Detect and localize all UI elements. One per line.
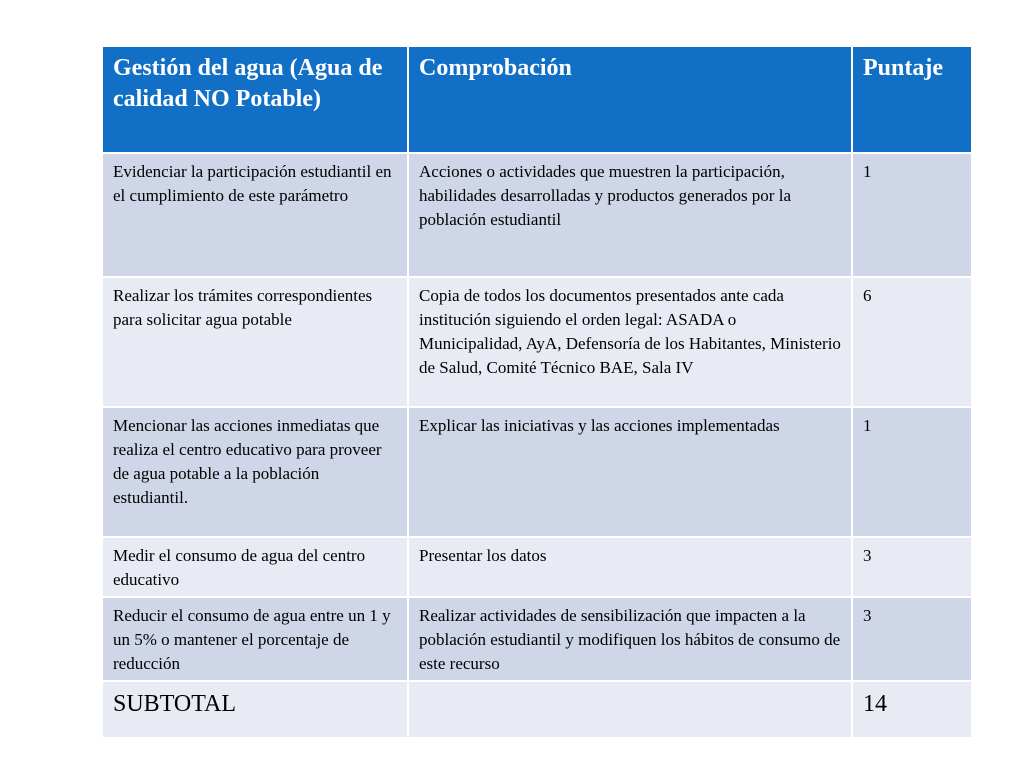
score-cell: 3 xyxy=(852,537,972,597)
header-comprobacion: Comprobación xyxy=(408,46,852,153)
header-puntaje: Puntaje xyxy=(852,46,972,153)
criterion-cell: Medir el consumo de agua del centro educativo xyxy=(102,537,408,597)
verification-cell: Realizar actividades de sensibilización que impacten a la población estudiantil y modifiquen los hábitos de consumo de este recurso xyxy=(408,597,852,681)
table-row xyxy=(102,153,972,277)
criterion-cell: Realizar los trámites correspondientes para solicitar agua potable xyxy=(102,277,408,407)
criterion-cell: Evidenciar la participación estudiantil en el cumplimiento de este parámetro xyxy=(102,153,408,277)
evaluation-table xyxy=(101,45,973,739)
score-cell: 6 xyxy=(852,277,972,407)
score-cell: 1 xyxy=(852,153,972,277)
table-row xyxy=(102,407,972,537)
verification-cell: Explicar las iniciativas y las acciones implementadas xyxy=(408,407,852,537)
verification-cell: Acciones o actividades que muestren la participación, habilidades desarrolladas y productos generados por la población estudiantil xyxy=(408,153,852,277)
criterion-cell: Mencionar las acciones inmediatas que realiza el centro educativo para proveer de agua potable a la población estudiantil. xyxy=(102,407,408,537)
header-gestion-del-agua: Gestión del agua (Agua de calidad NO Potable) xyxy=(102,46,408,153)
table-row xyxy=(102,277,972,407)
table-header-row xyxy=(102,46,972,153)
score-cell: 3 xyxy=(852,597,972,681)
subtotal-score: 14 xyxy=(852,681,972,738)
subtotal-label: SUBTOTAL xyxy=(102,681,408,738)
table-row xyxy=(102,597,972,681)
criterion-cell: Reducir el consumo de agua entre un 1 y un 5% o mantener el porcentaje de reducción xyxy=(102,597,408,681)
verification-cell: Copia de todos los documentos presentados ante cada institución siguiendo el orden legal: ASADA o Municipalidad, AyA, Defensoría de los Habitantes, Ministerio de Salud, Comité Técnico BAE, Sala IV xyxy=(408,277,852,407)
verification-cell: Presentar los datos xyxy=(408,537,852,597)
score-cell: 1 xyxy=(852,407,972,537)
subtotal-verification-cell xyxy=(408,681,852,738)
table-row xyxy=(102,537,972,597)
subtotal-row xyxy=(102,681,972,738)
